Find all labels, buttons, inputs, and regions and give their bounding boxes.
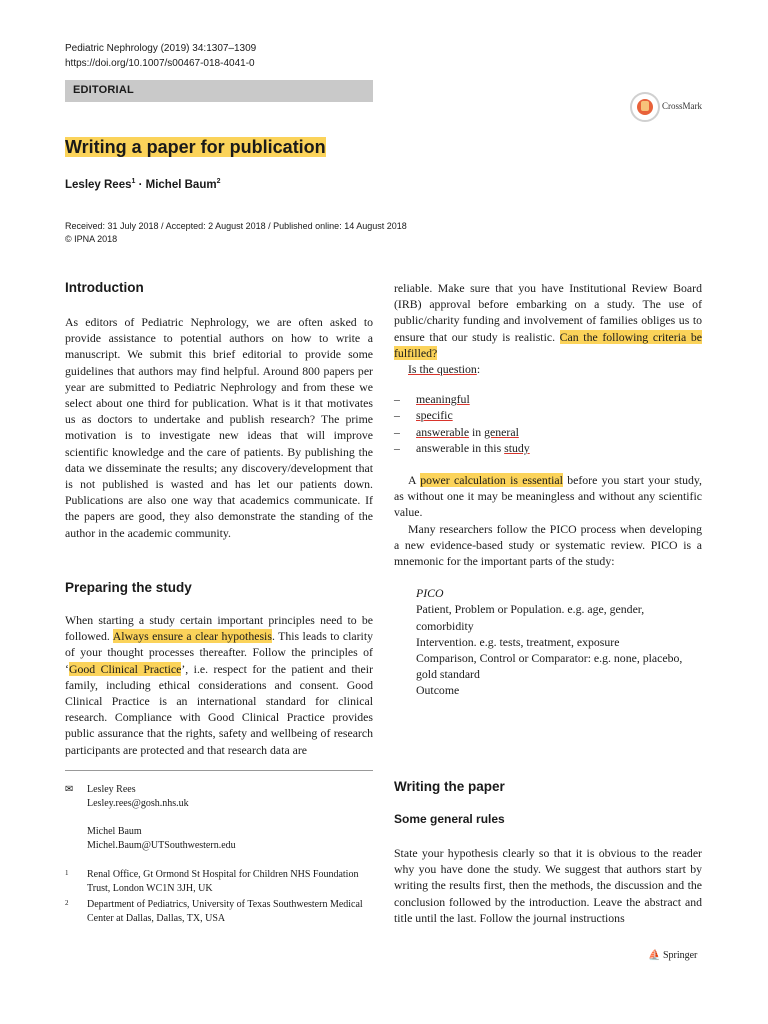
list-dash: –	[394, 424, 400, 439]
criterion-general: general	[484, 424, 519, 439]
contact-1-email[interactable]: Lesley.rees@gosh.nhs.uk	[87, 798, 189, 809]
heading-introduction: Introduction	[65, 280, 144, 295]
rules-paragraph	[394, 845, 702, 926]
highlight-criteria: Can the following criteria be fulfilled?	[394, 329, 702, 360]
crossmark-label: CrossMark	[662, 101, 702, 111]
pico-outcome: Outcome	[416, 683, 460, 698]
list-dash: –	[394, 392, 400, 407]
publisher-name: Springer	[662, 950, 698, 961]
criterion-in: in	[469, 424, 485, 439]
contact-2-name: Michel Baum	[87, 826, 142, 837]
dates-line: Received: 31 July 2018 / Accepted: 2 August 2018 / Published online: 14 August 2018	[65, 221, 407, 231]
mail-icon: ✉	[65, 784, 74, 795]
criterion-meaningful: meaningful	[416, 392, 470, 407]
criterion-answerable: answerable	[416, 424, 470, 439]
heading-writing-paper: Writing the paper	[394, 779, 505, 794]
heading-preparing: Preparing the study	[65, 580, 192, 595]
pico-title: PICO	[416, 586, 444, 601]
author-2-affil: 2	[216, 178, 221, 185]
criterion-specific: specific	[416, 408, 453, 423]
list-item	[394, 424, 702, 440]
preparing-text-3: ’, i.e. respect for the patient and their family, including ethical considerations and consent. Good Clinical Practice is an international standard for clinical research. Compliance with Good Clinical Practice provides public assurance that the rights, safety and wellbeing of research participants are protected and that research data are	[65, 661, 373, 757]
criterion-this-study: answerable in this	[416, 440, 505, 455]
author-1[interactable]: Lesley Rees	[65, 178, 132, 191]
affiliation-1-number: 1	[65, 869, 69, 877]
irb-text: reliable. Make sure that you have Institutional Review Board (IRB) approval before embarking on a study. The use of public/charity funding and involvement of families obliges us to ensure that our study is realistic.	[394, 281, 702, 344]
list-dash: –	[394, 408, 400, 423]
publisher-logo	[648, 950, 697, 961]
question-colon: :	[476, 362, 481, 377]
highlight-hypothesis: Always ensure a clear hypothesis	[112, 629, 272, 644]
section-banner	[65, 80, 373, 102]
footnote-divider	[65, 770, 373, 771]
author-list	[65, 178, 220, 191]
list-dash: –	[394, 440, 400, 455]
doi-link[interactable]: https://doi.org/10.1007/s00467-018-4041-0	[65, 58, 255, 69]
criterion-study: study	[504, 440, 530, 455]
affiliation-2-number: 2	[65, 899, 69, 907]
crossmark-icon	[630, 92, 660, 122]
pico-intro: Many researchers follow the PICO process when developing a new evidence-based study or systematic review. PICO is a mnemonic for the important parts of the study:	[394, 521, 702, 569]
journal-line: Pediatric Nephrology (2019) 34:1307–1309	[65, 43, 257, 54]
crossmark-badge[interactable]	[630, 92, 730, 122]
intro-text: As editors of Pediatric Nephrology, we are often asked to provide assistance to potential authors on how to write a manuscript. We submit this brief editorial to provide some guidelines that authors may find helpful. Around 800 papers per year are submitted to Pediatric Nephrology and from these we select about one third for publication. What is it that motivates us as doctors to undertake and publish research? The prime motivation is to investigate new ideas that will improve scientific knowledge and the care of patients. By publishing the data we disseminate the results; any discovery/development that is not published is wasted and has let our patients down. Publications are also one way that academics communicate. If the papers are good, they also demonstrate the standing of the author in the academic community.	[65, 315, 373, 540]
author-2[interactable]: Michel Baum	[145, 178, 217, 191]
list-item	[394, 407, 702, 423]
author-1-affil: 1	[131, 178, 136, 185]
highlight-gcp: Good Clinical Practice	[68, 661, 182, 676]
publication-dates	[65, 220, 407, 246]
pico-intervention: Intervention. e.g. tests, treatment, exposure	[416, 634, 620, 649]
article-title-text: Writing a paper for publication	[65, 137, 326, 157]
preparing-paragraph	[65, 612, 373, 758]
heading-general-rules: Some general rules	[394, 812, 505, 826]
correspondence-block	[65, 783, 373, 853]
author-separator: ·	[135, 178, 146, 191]
affiliation-2-text: Department of Pediatrics, University of Texas Southwestern Medical Center at Dallas, Dallas, TX, USA	[87, 899, 363, 924]
right-column-text	[394, 280, 702, 699]
pico-list	[394, 585, 702, 698]
copyright-line: © IPNA 2018	[65, 234, 118, 244]
list-item	[394, 440, 702, 456]
pico-comparison: Comparison, Control or Comparator: e.g. none, placebo, gold standard	[416, 651, 683, 682]
affiliation-2	[65, 898, 373, 926]
section-label: EDITORIAL	[73, 84, 134, 96]
highlight-power-calculation: power calculation is essential	[420, 473, 563, 488]
affiliation-1-text: Renal Office, Gt Ormond St Hospital for Children NHS Foundation Trust, London WC1N 3JH, UK	[87, 869, 359, 894]
affiliation-1	[65, 868, 373, 896]
article-title	[65, 136, 326, 158]
power-text-2: before you start your study, as without one it may be meaningless and without any scientific value.	[394, 473, 702, 520]
power-text-1: A	[408, 473, 421, 488]
question-label: Is the question	[408, 362, 477, 377]
rules-text: State your hypothesis clearly so that it is obvious to the reader why you have done the study. We suggest that authors start by writing the results first, then the methods, the discussion and the conclusion followed by the introduction. Leave the abstract and title until the last. Follow the journal instructions	[394, 846, 702, 925]
springer-horse-icon: ⛵	[648, 950, 661, 961]
intro-paragraph	[65, 314, 373, 541]
journal-citation	[65, 41, 256, 71]
contact-1-name: Lesley Rees	[87, 784, 136, 795]
pico-patient: Patient, Problem or Population. e.g. age, gender, comorbidity	[416, 602, 645, 633]
contact-2-email[interactable]: Michel.Baum@UTSouthwestern.edu	[87, 840, 236, 851]
preparing-text-1: When starting a study certain important principles need to be followed.	[65, 613, 373, 644]
preparing-text-2: . This leads to clarity of your thought processes thereafter. Follow the principles of ‘	[65, 629, 373, 676]
list-item	[394, 391, 702, 407]
